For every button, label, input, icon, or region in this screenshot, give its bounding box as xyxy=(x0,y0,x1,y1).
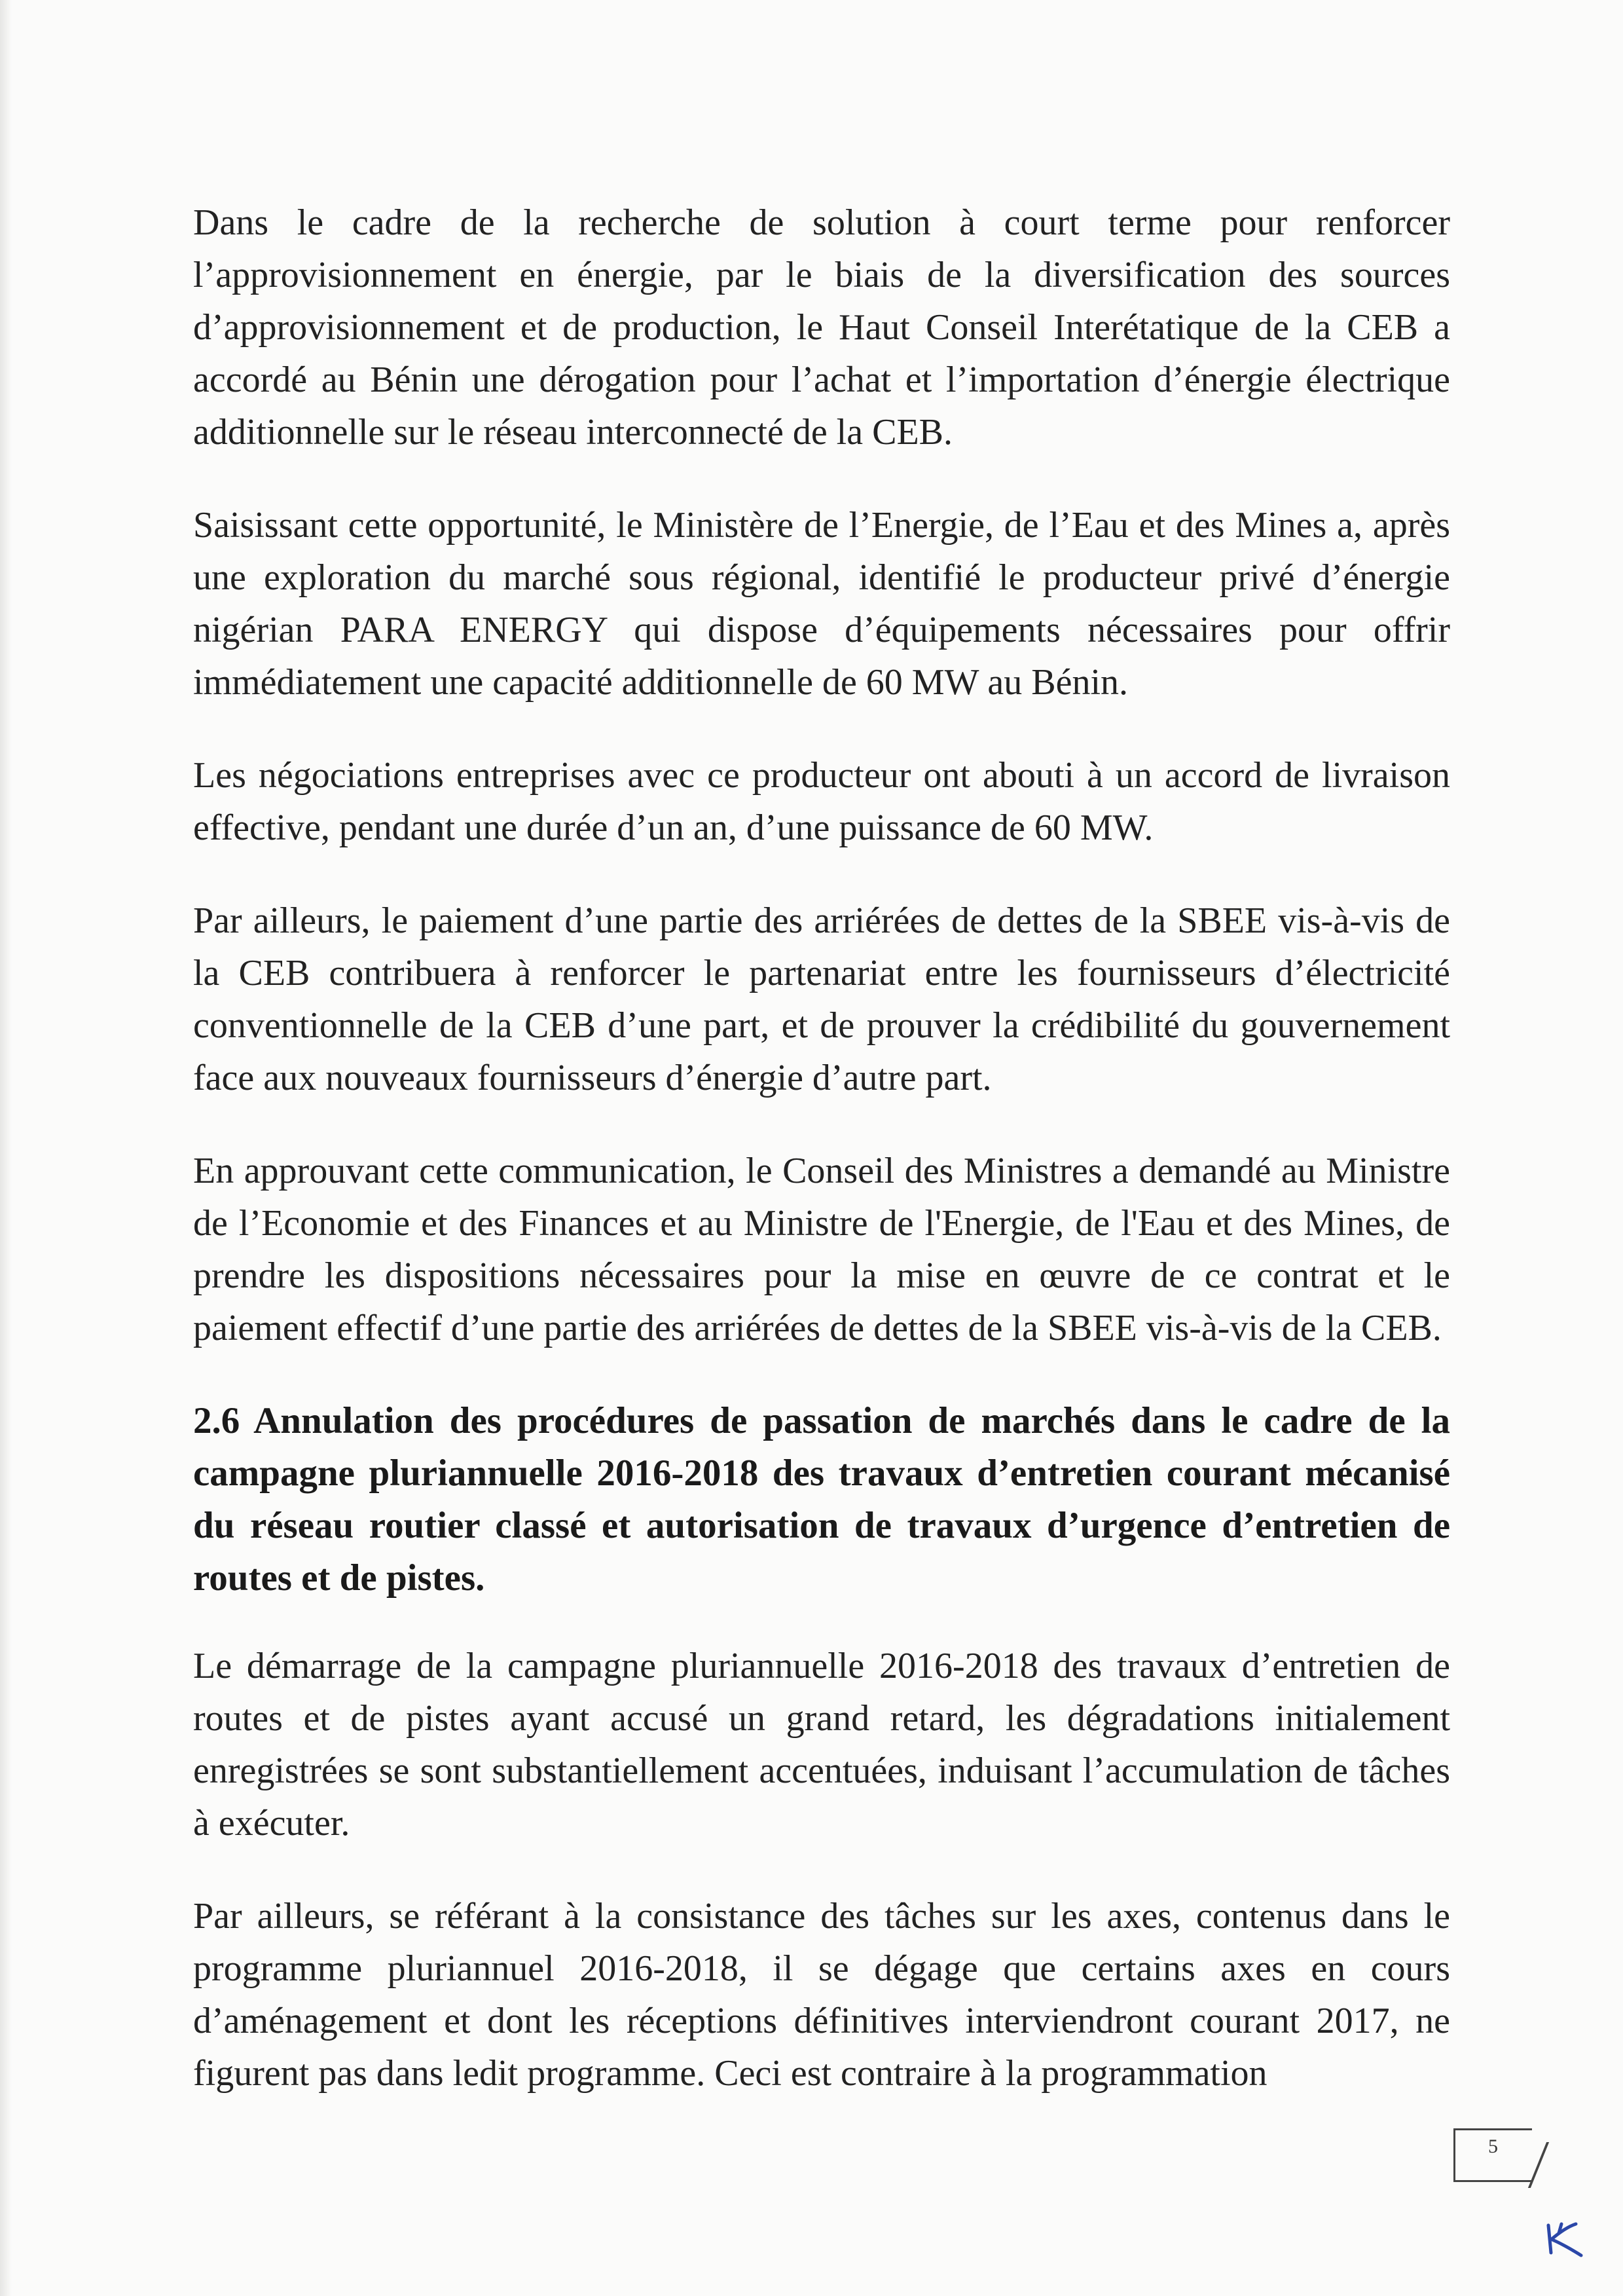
document-body xyxy=(193,196,1450,2140)
paragraph-negociations: Les négociations entreprises avec ce producteur ont abouti à un accord de livraison effective, pendant une durée d’un an, d’une puissance de 60 MW. xyxy=(193,755,1450,848)
paragraph-demarrage-campagne: Le démarrage de la campagne pluriannuelle 2016-2018 des travaux d’entretien de routes et de pistes ayant accusé un grand retard, les dégradations initialement enregistrées se sont substantiellement accentuées, induisant l’accumulation de tâches à exécuter. xyxy=(193,1646,1450,1843)
scan-edge-shadow xyxy=(0,0,12,2296)
paragraph-para-energy: Saisissant cette opportunité, le Ministère de l’Energie, de l’Eau et des Mines a, après une exploration du marché sous régional, identifié le producteur privé d’énergie nigérian PARA ENERGY qui dispose d’équipements nécessaires pour offrir immédiatement une capacité additionnelle de 60 MW au Bénin. xyxy=(193,505,1450,703)
paragraph-derogation-ceb: Dans le cadre de la recherche de solution à court terme pour renforcer l’approvisionnement en énergie, par le biais de la diversification des sources d’approvisionnement et de production, le Haut Conseil Interétatique de la CEB a accordé au Bénin une dérogation pour l’achat et l’importation d’énergie électrique additionnelle sur le réseau interconnecté de la CEB. xyxy=(193,202,1450,453)
page-box-slash xyxy=(1499,2142,1549,2188)
section-heading-2-6: 2.6 Annulation des procédures de passation de marchés dans le cadre de la campagne pluriannuelle 2016-2018 des travaux d’entretien courant mécanisé du réseau routier classé et autorisation de travaux d’urgence d’entretien de routes et de pistes. xyxy=(193,1400,1450,1599)
page-number-box xyxy=(1453,2128,1532,2182)
paragraph-paiement-arrieres: Par ailleurs, le paiement d’une partie des arriérées de dettes de la SBEE vis-à-vis de la CEB contribuera à renforcer le partenariat entre les fournisseurs d’électricité conventionnelle de la CEB d’une part, et de prouver la crédibilité du gouvernement face aux nouveaux fournisseurs d’énergie d’autre part. xyxy=(193,900,1450,1098)
page-number: 5 xyxy=(1488,2136,1498,2157)
paragraph-consistance-taches: Par ailleurs, se référant à la consistance des tâches sur les axes, contenus dans le programme pluriannuel 2016-2018, il se dégage que certains axes en cours d’aménagement et dont les réceptions définitives interviendront courant 2017, ne figurent pas dans ledit programme. Ceci est contraire à la programmation xyxy=(193,1896,1450,2094)
paragraph-approbation-conseil: En approuvant cette communication, le Conseil des Ministres a demandé au Ministre de l’Economie et des Finances et au Ministre de l'Energie, de l'Eau et des Mines, de prendre les dispositions nécessaires pour la mise en œuvre de ce contrat et le paiement effectif d’une partie des arriérées de dettes de la SBEE vis-à-vis de la CEB. xyxy=(193,1151,1450,1348)
handwritten-initial-icon xyxy=(1542,2220,1588,2259)
